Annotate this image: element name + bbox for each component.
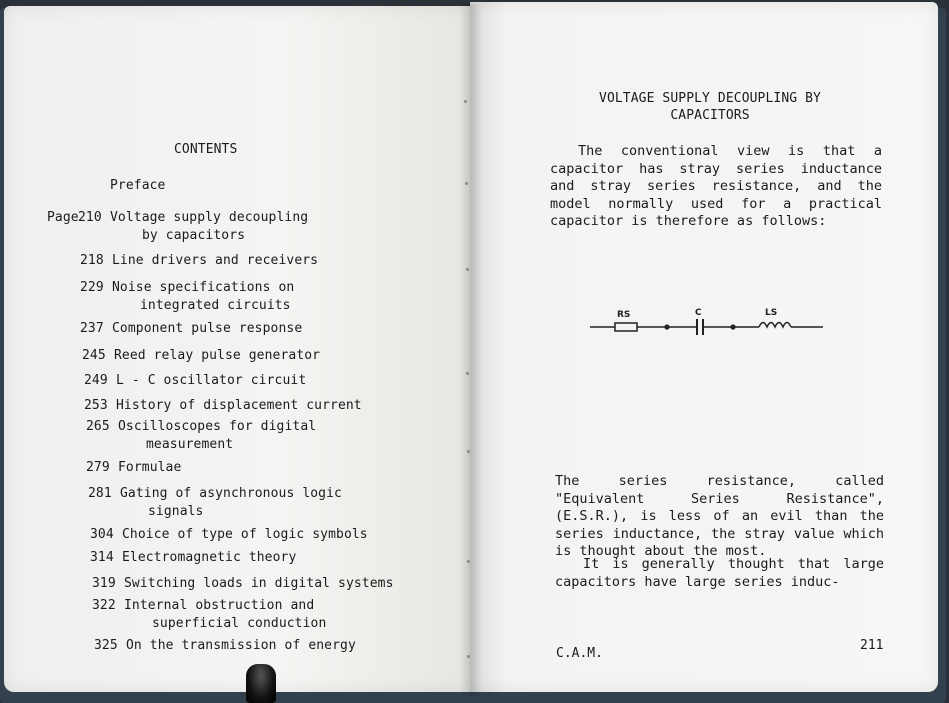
toc-entry-title-continued: measurement — [146, 437, 234, 452]
author-initials: C.A.M. — [556, 646, 603, 661]
contents-heading: CONTENTS — [174, 142, 238, 157]
binding-mark — [467, 450, 470, 453]
paragraph-3: It is generally thought that large capacitors have large series induc- — [555, 556, 884, 590]
article-title-line-1: VOLTAGE SUPPLY DECOUPLING BY — [599, 91, 821, 106]
toc-page-number: 245 — [82, 348, 106, 363]
article-title-line-2: CAPACITORS — [670, 108, 750, 123]
toc-entry-title: Gating of asynchronous logic — [120, 486, 342, 501]
label-ls: LS — [765, 308, 778, 318]
toc-page-number: 265 — [86, 419, 110, 434]
toc-page-number: 279 — [86, 460, 110, 475]
toc-entry-title: Reed relay pulse generator — [114, 348, 321, 363]
toc-entry-title-continued: superficial conduction — [152, 616, 327, 631]
toc-entry-title: Voltage supply decoupling — [110, 210, 309, 225]
binding-mark — [467, 560, 470, 563]
node-2 — [730, 324, 735, 329]
toc-entry-title: Switching loads in digital systems — [124, 576, 394, 591]
toc-entry-title-continued: by capacitors — [142, 228, 246, 243]
binding-mark — [464, 100, 467, 103]
toc-page-number: 304 — [90, 527, 114, 542]
paragraph-1: The conventional view is that a capacitor has stray series inductance and stray series resistance, and the model normally used for a practical capacitor is therefore as follows: — [550, 143, 882, 229]
toc-page-number: 325 — [94, 638, 118, 653]
toc-entry-title: Line drivers and receivers — [112, 253, 319, 268]
toc-entry-title: Choice of type of logic symbols — [122, 527, 368, 542]
binding-mark — [466, 268, 469, 271]
inductor-symbol — [759, 323, 791, 328]
toc-page-number: 229 — [80, 280, 104, 295]
toc-entry-title-continued: signals — [148, 504, 204, 519]
toc-preface: Preface — [110, 178, 166, 193]
label-rs: RS — [617, 310, 631, 320]
binding-mark — [466, 372, 469, 375]
node-1 — [664, 324, 669, 329]
toc-entry-title: Electromagnetic theory — [122, 550, 297, 565]
toc-page-number: 322 — [92, 598, 116, 613]
binding-mark — [465, 182, 468, 185]
binding-mark — [467, 655, 470, 658]
book-gutter — [460, 4, 482, 696]
page-number: 211 — [860, 638, 884, 653]
toc-page-prefix: Page — [47, 210, 79, 225]
toc-page-number: 237 — [80, 321, 104, 336]
toc-entry-title: Oscilloscopes for digital — [118, 419, 317, 434]
capacitor-model-diagram — [585, 303, 830, 343]
toc-page-number: 319 — [92, 576, 116, 591]
toc-page-number: 249 — [84, 373, 108, 388]
toc-page-number: 210 — [78, 210, 102, 225]
toc-entry-title: Component pulse response — [112, 321, 303, 336]
toc-entry-title: Noise specifications on — [112, 280, 295, 295]
toc-entry-title: On the transmission of energy — [126, 638, 356, 653]
toc-page-number: 281 — [88, 486, 112, 501]
resistor-symbol — [615, 323, 637, 331]
toc-page-number: 314 — [90, 550, 114, 565]
ribbon-bookmark — [246, 664, 276, 703]
toc-entry-title: Formulae — [118, 460, 182, 475]
paragraph-2: The series resistance, called "Equivalent Series Resistance", (E.S.R.), is less of an evil than the series inductance, the stray value which is thought about the most. — [555, 473, 884, 559]
toc-entry-title: History of displacement current — [116, 398, 362, 413]
label-c: C — [695, 308, 702, 318]
toc-entry-title-continued: integrated circuits — [140, 298, 291, 313]
toc-page-number: 253 — [84, 398, 108, 413]
toc-entry-title: L - C oscillator circuit — [116, 373, 307, 388]
toc-entry-title: Internal obstruction and — [124, 598, 315, 613]
toc-page-number: 218 — [80, 253, 104, 268]
